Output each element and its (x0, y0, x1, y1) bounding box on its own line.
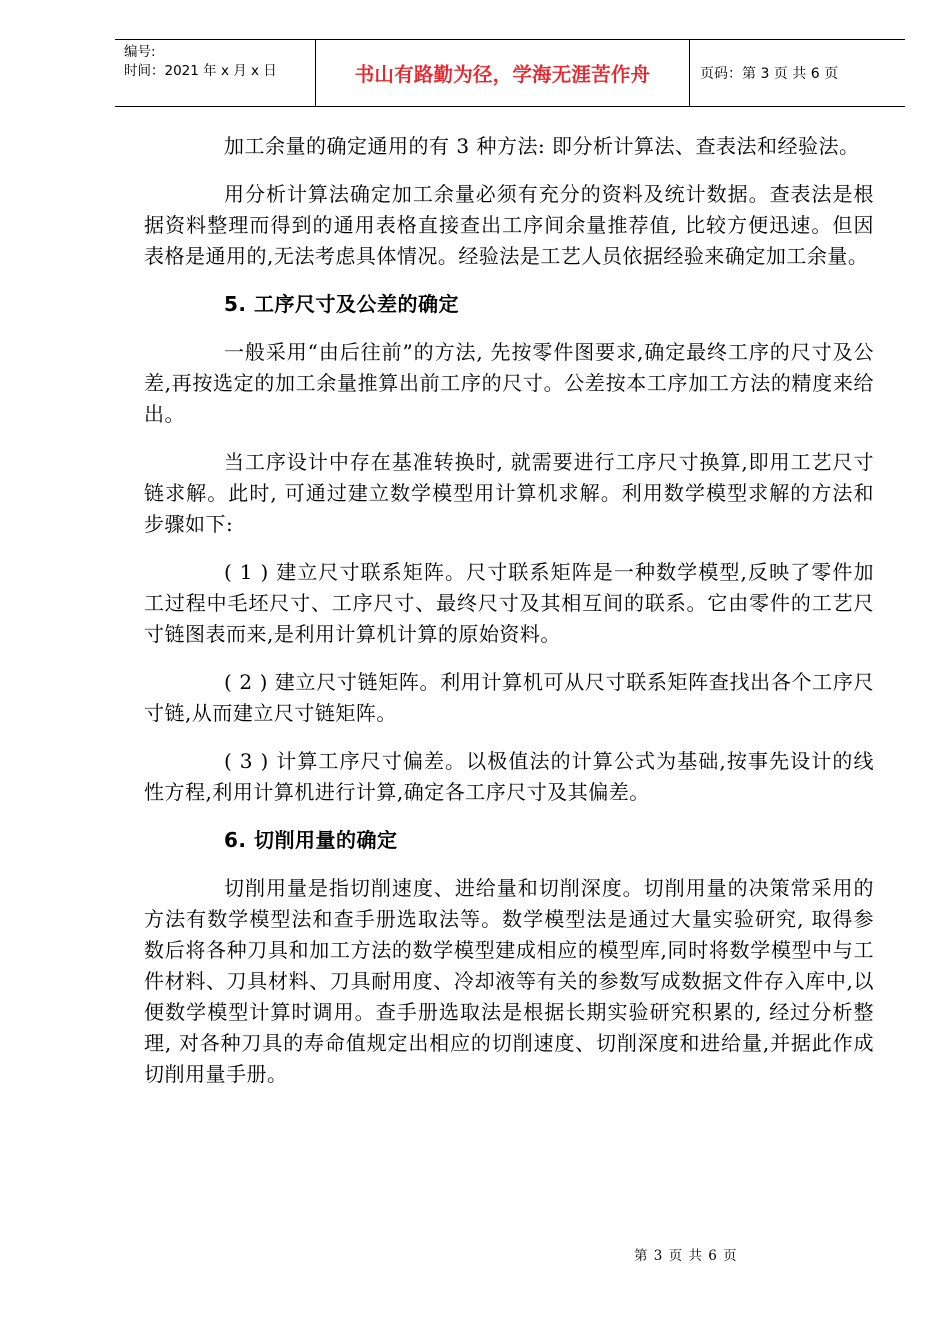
paragraph: ( 3 ) 计算工序尺寸偏差。以极值法的计算公式为基础,按事先设计的线性方程,利用计算机进行计算,确定各工序尺寸及其偏差。 (144, 749, 874, 804)
paragraph: 一般采用“由后往前”的方法, 先按零件图要求,确定最终工序的尺寸及公差,再按选定的加工余量推算出前工序的尺寸。公差按本工序加工方法的精度来给出。 (144, 340, 874, 426)
paragraph: ( 1 ) 建立尺寸联系矩阵。尺寸联系矩阵是一种数学模型,反映了零件加工过程中毛坯尺寸、工序尺寸、最终尺寸及其相互间的联系。它由零件的工艺尺寸链图表而来,是利用计算机计算的原始资料。 (144, 560, 874, 646)
header-meta (115, 40, 316, 106)
paragraph: 用分析计算法确定加工余量必须有充分的资料及统计数据。查表法是根据资料整理而得到的通用表格直接查出工序间余量推荐值, 比较方便迅速。但因表格是通用的,无法考虑具体情况。经验法是工艺人员依据经验来确定加工余量。 (144, 182, 874, 268)
page-header (115, 39, 905, 107)
header-page-info: 页码：第 3 页 共 6 页 (700, 66, 839, 82)
paragraph: ( 2 ) 建立尺寸链矩阵。利用计算机可从尺寸联系矩阵查找出各个工序尺寸链,从而建立尺寸链矩阵。 (144, 670, 874, 725)
paragraph: 加工余量的确定通用的有 3 种方法: 即分析计算法、查表法和经验法。 (224, 134, 860, 158)
paragraph: 当工序设计中存在基准转换时, 就需要进行工序尺寸换算,即用工艺尺寸链求解。此时, 可通过建立数学模型用计算机求解。利用数学模型求解的方法和步骤如下: (144, 450, 874, 536)
section-heading: 6. 切削用量的确定 (224, 828, 398, 852)
paragraph: 切削用量是指切削速度、进给量和切削深度。切削用量的决策常采用的方法有数学模型法和查手册选取法等。数学模型法是通过大量实验研究, 取得参数后将各种刀具和加工方法的数学模型建成相应的模型库,同时将数学模型中与工件材料、刀具材料、刀具耐用度、冷却液等有关的参数写成数据文件存入库中,以便数学模型计算时调用。查手册选取法是根据长期实验研究积累的, 经过分析整理, 对各种刀具的寿命值规定出相应的切削速度、切削深度和进给量,并据此作成切削用量手册。 (144, 876, 874, 1086)
section-heading: 5. 工序尺寸及公差的确定 (224, 292, 459, 316)
document-time: 时间：2021 年 x 月 x 日 (124, 63, 277, 79)
document-number: 编号: (124, 44, 156, 60)
header-motto: 书山有路勤为径，学海无涯苦作舟 (316, 40, 690, 106)
document-body (144, 131, 874, 1107)
page-footer: 第 3 页 共 6 页 (634, 1248, 738, 1264)
